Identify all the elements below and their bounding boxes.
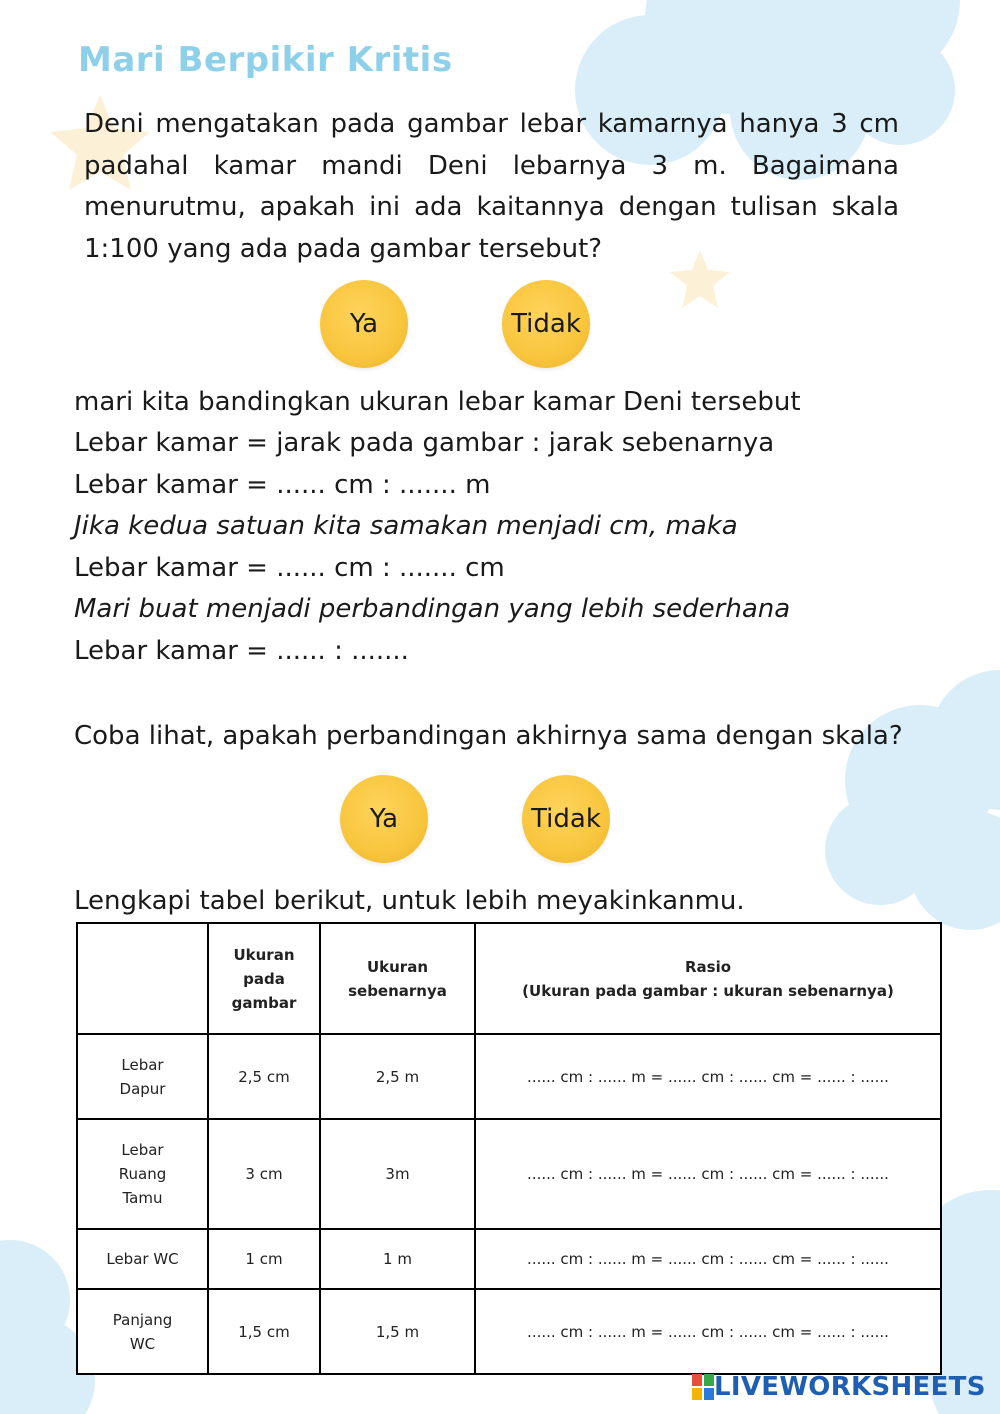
header-rasio <box>475 923 941 1034</box>
cell-ukuran-sebenarnya: 1 m <box>320 1229 475 1289</box>
step-fill-cm-cm[interactable]: Lebar kamar = ...... cm : ....... cm <box>74 553 505 583</box>
ratio-table <box>76 922 942 1375</box>
table-row <box>77 1119 941 1229</box>
row-label: Lebar WC <box>77 1229 208 1289</box>
answer-ya-button-2[interactable]: Ya <box>340 775 428 863</box>
table-header-row <box>77 923 941 1034</box>
step-simplify-note: Mari buat menjadi perbandingan yang lebih sederhana <box>74 594 791 624</box>
header-ukuran-gambar: Ukuran pada gambar <box>208 923 320 1034</box>
row-label: Lebar Ruang Tamu <box>77 1119 208 1229</box>
cell-ukuran-gambar: 1 cm <box>208 1229 320 1289</box>
header-rasio-title: Rasio <box>684 957 732 976</box>
question-compare-scale: Coba lihat, apakah perbandingan akhirnya sama dengan skala? <box>74 721 903 751</box>
cell-ukuran-gambar: 3 cm <box>208 1119 320 1229</box>
step-intro: mari kita bandingkan ukuran lebar kamar Deni tersebut <box>74 387 801 417</box>
cell-ukuran-gambar: 1,5 cm <box>208 1289 320 1374</box>
cell-rasio-input[interactable]: ...... cm : ...... m = ...... cm : ...... cm = ...... : ...... <box>475 1119 941 1229</box>
cloud-right-middle-icon <box>825 670 1000 930</box>
cell-rasio-input[interactable]: ...... cm : ...... m = ...... cm : ...... cm = ...... : ...... <box>475 1229 941 1289</box>
page-title: Mari Berpikir Kritis <box>78 40 453 80</box>
cell-ukuran-sebenarnya: 1,5 m <box>320 1289 475 1374</box>
step-fill-ratio[interactable]: Lebar kamar = ...... : ....... <box>74 636 409 666</box>
step-formula: Lebar kamar = jarak pada gambar : jarak sebenarnya <box>74 428 775 458</box>
table-row <box>77 1229 941 1289</box>
table-row <box>77 1289 941 1374</box>
cell-ukuran-gambar: 2,5 cm <box>208 1034 320 1119</box>
liveworksheets-brand-text: LIVEWORKSHEETS <box>714 1372 986 1402</box>
cell-rasio-input[interactable]: ...... cm : ...... m = ...... cm : ...... cm = ...... : ...... <box>475 1034 941 1119</box>
header-rasio-subtitle: (Ukuran pada gambar : ukuran sebenarnya) <box>522 981 894 1000</box>
answer-ya-button-1[interactable]: Ya <box>320 280 408 368</box>
step-convert-note: Jika kedua satuan kita samakan menjadi cm, maka <box>74 511 738 541</box>
cell-ukuran-sebenarnya: 3m <box>320 1119 475 1229</box>
cell-ukuran-sebenarnya: 2,5 m <box>320 1034 475 1119</box>
question-text: Deni mengatakan pada gambar lebar kamarnya hanya 3 cm padahal kamar mandi Deni lebarnya 3 m. Bagaimana menurutmu, apakah ini ada kaitannya dengan tulisan skala 1:100 yang ada pada gambar tersebut? <box>84 109 899 264</box>
liveworksheets-logo <box>692 1372 986 1402</box>
step-fill-cm-m[interactable]: Lebar kamar = ...... cm : ....... m <box>74 470 491 500</box>
liveworksheets-logo-icon <box>692 1374 714 1400</box>
row-label: Panjang WC <box>77 1289 208 1374</box>
table-intro: Lengkapi tabel berikut, untuk lebih meyakinkanmu. <box>74 886 745 916</box>
answer-tidak-button-2[interactable]: Tidak <box>522 775 610 863</box>
answer-tidak-button-1[interactable]: Tidak <box>502 280 590 368</box>
table-row <box>77 1034 941 1119</box>
row-label: Lebar Dapur <box>77 1034 208 1119</box>
cell-rasio-input[interactable]: ...... cm : ...... m = ...... cm : ...... cm = ...... : ...... <box>475 1289 941 1374</box>
header-ukuran-sebenarnya: Ukuran sebenarnya <box>320 923 475 1034</box>
header-empty <box>77 923 208 1034</box>
